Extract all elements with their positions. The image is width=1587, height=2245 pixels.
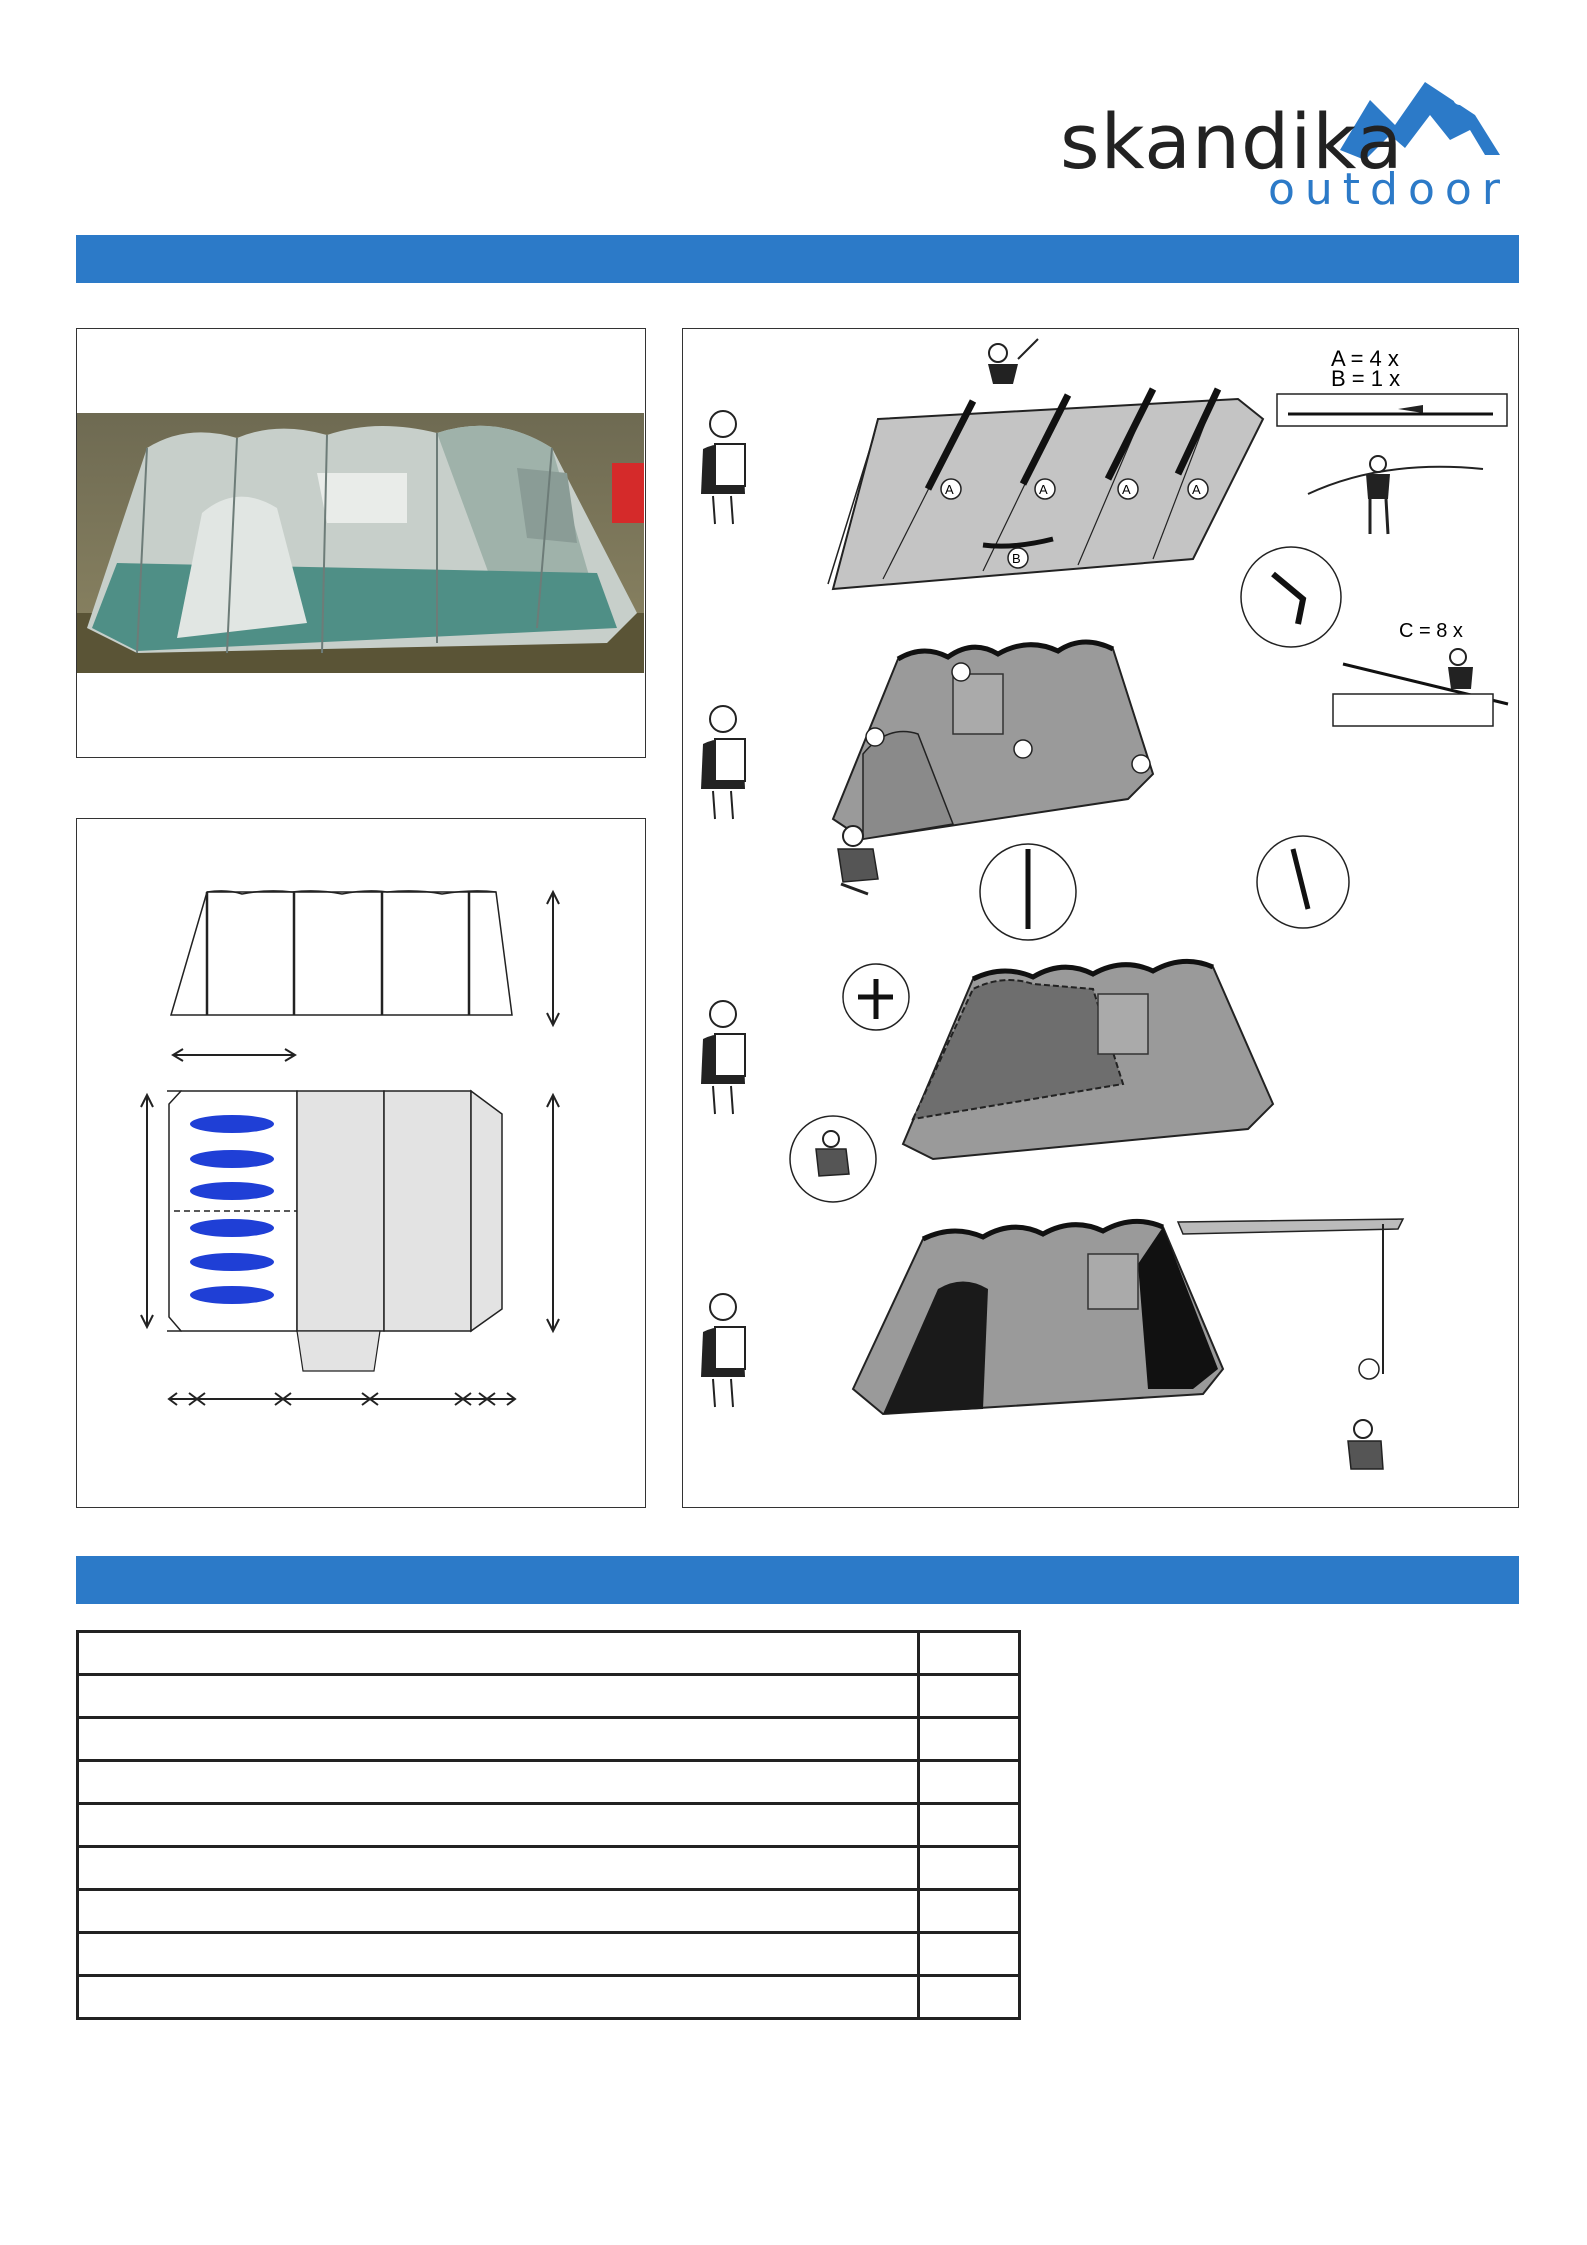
pole-count-b: B = 1 x <box>1331 366 1401 391</box>
section-bar-top <box>76 235 1519 283</box>
instructor-figure-icon <box>701 1001 745 1114</box>
pole-count-a: A = 4 x <box>1331 346 1399 371</box>
peg-count-c: C = 8 x <box>1399 620 1463 642</box>
person-pegging-icon <box>1348 1420 1383 1469</box>
pole-label-a-3: A <box>1122 482 1131 497</box>
person-assembling-pole-icon <box>1366 456 1390 534</box>
pole-label-b: B <box>1012 551 1021 566</box>
table-row <box>78 1675 1020 1718</box>
pole-label-a-1: A <box>945 482 954 497</box>
table-row <box>78 1890 1020 1933</box>
table-row <box>78 1976 1020 2019</box>
logo-subtitle: outdoor <box>1268 164 1510 215</box>
tent-dimension-diagram <box>77 819 644 1506</box>
pole-label-a-2: A <box>1039 482 1048 497</box>
table-row <box>78 1847 1020 1890</box>
pole-label-a-4: A <box>1192 482 1201 497</box>
table-row <box>78 1632 1020 1675</box>
dimensions-panel <box>76 818 646 1508</box>
table-row <box>78 1761 1020 1804</box>
instructor-figure-icon <box>701 706 745 819</box>
step-2 <box>701 547 1508 940</box>
logo-brand: skandika <box>1060 97 1404 186</box>
photo-panel <box>76 328 646 758</box>
setup-steps-diagram <box>683 329 1517 1506</box>
instructor-figure-icon <box>701 1294 745 1407</box>
section-bar-bottom <box>76 1556 1519 1604</box>
step-3 <box>701 961 1273 1202</box>
tent-photo <box>77 413 644 673</box>
table-row <box>78 1933 1020 1976</box>
spec-table <box>76 1630 1021 2020</box>
instructor-figure-icon <box>701 411 745 524</box>
step-1 <box>701 339 1507 589</box>
setup-instructions-panel <box>682 328 1519 1508</box>
person-threading-pole-icon <box>1448 649 1473 689</box>
step-4 <box>701 1219 1403 1469</box>
person-pulling-icon <box>988 339 1038 384</box>
table-row <box>78 1804 1020 1847</box>
table-row <box>78 1718 1020 1761</box>
